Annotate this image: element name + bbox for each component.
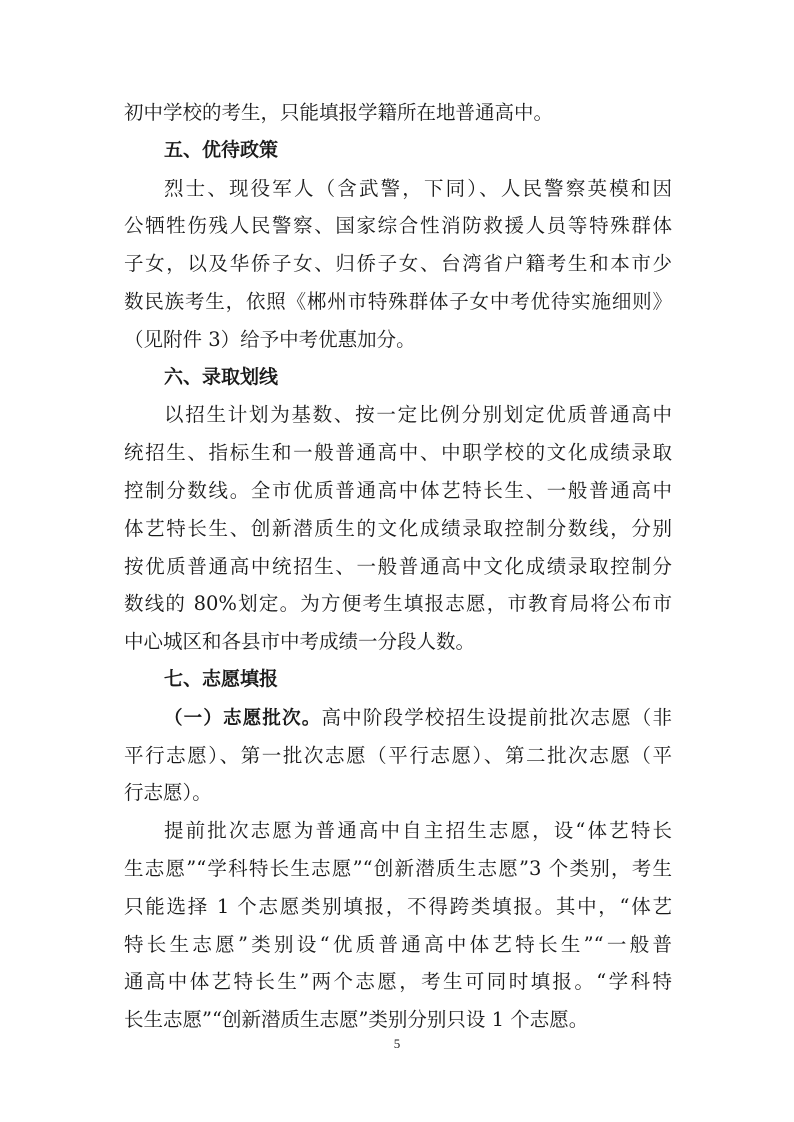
section-heading-admission-cutoff: 六、录取划线 (164, 365, 279, 388)
paragraph-line: 生志愿”“学科特长生志愿”“创新潜质生志愿”3 个类别，考生 (124, 856, 672, 880)
paragraph-line: 烈士、现役军人（含武警，下同）、人民警察英模和因 (164, 176, 672, 200)
paragraph-line: 初中学校的考生，只能填报学籍所在地普通高中。 (124, 101, 554, 124)
page-number: 5 (393, 1036, 401, 1051)
paragraph-line: 控制分数线。全市优质普通高中体艺特长生、一般普通高中 (124, 478, 672, 502)
paragraph-line: 只能选择 1 个志愿类别填报，不得跨类填报。其中，“体艺 (124, 894, 672, 918)
paragraph-line: 按优质普通高中统招生、一般普通高中文化成绩录取控制分 (124, 554, 672, 578)
section-heading-application-filling: 七、志愿填报 (164, 667, 279, 690)
subsection-lead-application-batches: （一）志愿批次。 (164, 707, 322, 729)
section-heading-preferential-policy: 五、优待政策 (164, 138, 279, 161)
paragraph-line: 统招生、指标生和一般普通高中、中职学校的文化成绩录取 (124, 441, 672, 465)
paragraph-line: 特长生志愿”类别设“优质普通高中体艺特长生”“一般普 (124, 932, 672, 956)
paragraph-line: 数民族考生，依照《郴州市特殊群体子女中考优待实施细则》 (124, 289, 672, 313)
paragraph-line: 公牺牲伤残人民警察、国家综合性消防救援人员等特殊群体 (124, 214, 672, 238)
paragraph-line-text: 高中阶段学校招生设提前批次志愿（非 (321, 705, 672, 729)
document-body (124, 94, 672, 1039)
paragraph-line: 以招生计划为基数、按一定比例分别划定优质普通高中 (164, 403, 672, 427)
paragraph-line (124, 699, 672, 737)
paragraph-line: 体艺特长生、创新潜质生的文化成绩录取控制分数线，分别 (124, 516, 672, 540)
paragraph-line: 子女，以及华侨子女、归侨子女、台湾省户籍考生和本市少 (124, 252, 672, 276)
paragraph-line: 提前批次志愿为普通高中自主招生志愿，设“体艺特长 (164, 819, 672, 843)
paragraph-line: 通高中体艺特长生”两个志愿，考生可同时填报。“学科特 (124, 970, 672, 994)
paragraph-line: 长生志愿”“创新潜质生志愿”类别分别只设 1 个志愿。 (124, 1008, 589, 1032)
paragraph-line: （见附件 3）给予中考优惠加分。 (124, 327, 416, 351)
paragraph-line: 行志愿）。 (124, 781, 212, 805)
paragraph-line: 平行志愿）、第一批次志愿（平行志愿）、第二批次志愿（平 (124, 743, 672, 767)
paragraph-line: 数线的 80%划定。为方便考生填报志愿，市教育局将公布市 (124, 592, 672, 616)
paragraph-line: 中心城区和各县市中考成绩一分段人数。 (124, 630, 476, 654)
